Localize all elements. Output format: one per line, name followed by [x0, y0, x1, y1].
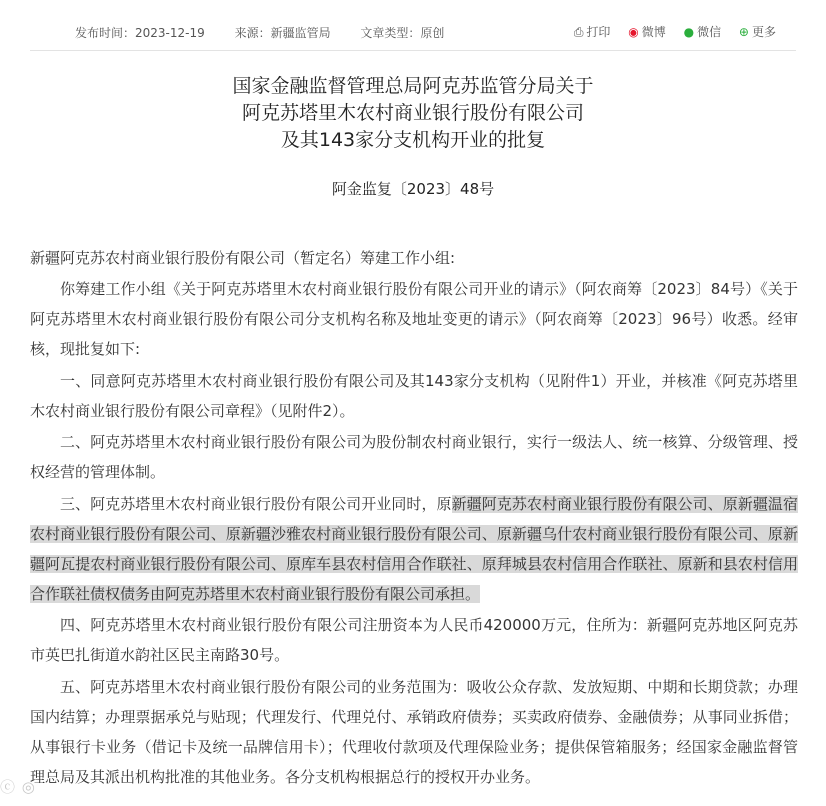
- document-number: 阿金监复〔2023〕48号: [331, 180, 495, 198]
- print-button[interactable]: [574, 23, 611, 40]
- source: 来源：新疆监管局: [234, 26, 331, 40]
- print-label: 打印: [586, 25, 611, 39]
- weibo-share-button[interactable]: [628, 23, 666, 40]
- watermark-logo: ⓒ ◎: [0, 778, 36, 796]
- share-bar: [560, 23, 776, 40]
- weibo-icon: ◉: [628, 25, 639, 39]
- article-meta-bar: [30, 12, 796, 51]
- paragraph-5: 四、阿克苏塔里木农村商业银行股份有限公司注册资本为人民币420000万元，住所为：新疆阿克苏地区阿克苏市英巴扎街道水韵社区民主南路30号。: [30, 616, 798, 664]
- title-line-3: 及其143家分支机构开业的批复: [280, 129, 546, 151]
- article-body: [30, 243, 798, 793]
- paragraph-1: 你筹建工作小组《关于阿克苏塔里木农村商业银行股份有限公司开业的请示》（阿农商筹〔2023〕84号）《关于阿克苏塔里木农村商业银行股份有限公司分支机构名称及地址变更的请示》（阿农商筹〔2023〕96号）收悉。经审核，现批复如下:: [30, 280, 798, 358]
- wechat-label: 微信: [697, 25, 722, 39]
- article-type: 文章类型：原创: [360, 26, 445, 40]
- plus-circle-icon: ⊕: [738, 25, 749, 39]
- wechat-icon: ●: [683, 25, 695, 39]
- meta-info: [75, 24, 470, 41]
- title-line-1: 国家金融监督管理总局阿克苏监管分局关于: [232, 75, 594, 97]
- paragraph-4: [30, 489, 798, 609]
- article-title: [0, 73, 826, 154]
- paragraph-4-highlight: 新疆阿克苏农村商业银行股份有限公司、原新疆温宿农村商业银行股份有限公司、原新疆沙雅农村商业银行股份有限公司、原新疆乌什农村商业银行股份有限公司、原新疆阿瓦提农村商业银行股份有限公司、原库车县农村信用合作联社、原拜城县农村信用合作联社、原新和县农村信用合作联社债权债务由阿克苏塔里木农村商业银行股份有限公司承担。: [30, 494, 798, 603]
- printer-icon: ⎙: [573, 25, 584, 39]
- publish-date: 发布时间：2023-12-19: [75, 26, 205, 40]
- paragraph-4-lead: 三、阿克苏塔里木农村商业银行股份有限公司开业同时，原: [60, 494, 452, 513]
- paragraph-2: 一、同意阿克苏塔里木农村商业银行股份有限公司及其143家分支机构（见附件1）开业，并核准《阿克苏塔里木农村商业银行股份有限公司章程》（见附件2）。: [30, 371, 798, 420]
- wechat-share-button[interactable]: [684, 23, 722, 40]
- paragraph-3: 二、阿克苏塔里木农村商业银行股份有限公司为股份制农村商业银行，实行一级法人、统一核算、分级管理、授权经营的管理体制。: [30, 433, 798, 481]
- weibo-label: 微博: [641, 25, 666, 39]
- addressee: 新疆阿克苏农村商业银行股份有限公司（暂定名）筹建工作小组:: [30, 249, 456, 267]
- more-label: 更多: [751, 25, 776, 39]
- title-line-2: 阿克苏塔里木农村商业银行股份有限公司: [241, 102, 584, 124]
- more-share-button[interactable]: [739, 23, 776, 40]
- paragraph-6: 五、阿克苏塔里木农村商业银行股份有限公司的业务范围为：吸收公众存款、发放短期、中期和长期贷款；办理国内结算；办理票据承兑与贴现；代理发行、代理兑付、承销政府债券；买卖政府债券、金融债券；从事同业拆借；从事银行卡业务（借记卡及统一品牌信用卡）；代理收付款项及代理保险业务；提供保管箱服务；经国家金融监督管理总局及其派出机构批准的其他业务。各分支机构根据总行的授权开办业务。: [30, 677, 798, 786]
